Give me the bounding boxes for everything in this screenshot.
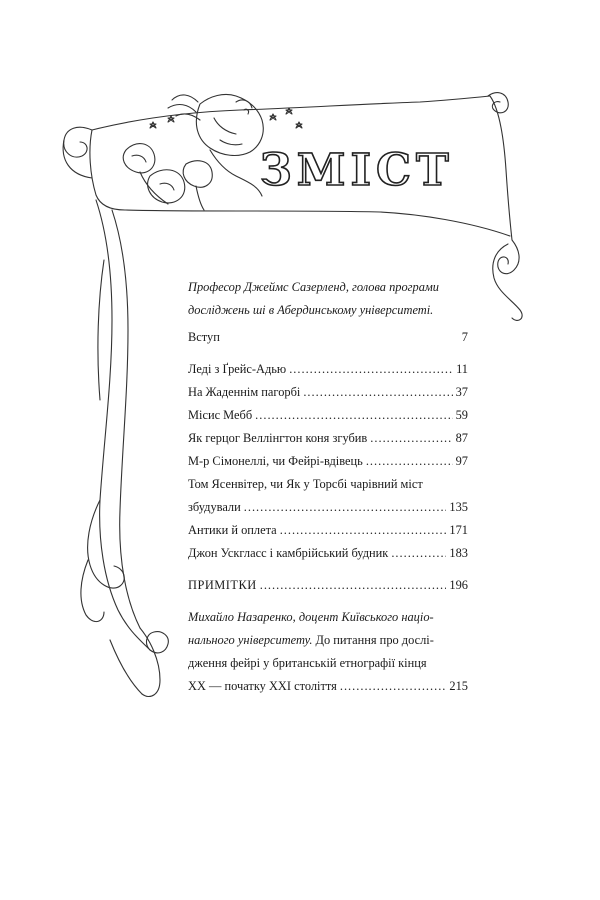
leader-dots (340, 675, 447, 698)
toc-entry-title[interactable]: Том Ясенвітер, чи Як у Торсбі чарівний міст (188, 477, 423, 491)
leader-dots (244, 496, 447, 519)
toc-entry-page: 135 (449, 500, 468, 514)
toc-entry[interactable] (188, 326, 468, 349)
leader-dots (289, 358, 453, 381)
leader-dots (391, 542, 446, 565)
toc-entry[interactable] (188, 381, 468, 404)
toc-entry-page: 7 (461, 330, 468, 344)
scroll-right-curl (488, 93, 508, 113)
toc-entry-title-cont: збудували (188, 500, 241, 514)
owl-drawing (196, 94, 263, 155)
page-title: ЗМІСТ (260, 145, 454, 196)
leader-dots (370, 427, 452, 450)
toc-entry[interactable] (188, 519, 468, 542)
toc-entry[interactable] (188, 542, 468, 565)
intro-line: Професор Джеймс Сазерленд, голова програми (188, 280, 439, 294)
intro-author (188, 276, 468, 322)
toc-entry-afterword[interactable] (188, 606, 468, 698)
scroll-left-curl (64, 127, 92, 157)
afterword-title: До питання про дослі- (312, 633, 434, 647)
leader-dots (280, 519, 447, 542)
toc-entry-title: Леді з Ґрейс-Адью (188, 362, 287, 376)
leader-dots (303, 381, 452, 404)
afterword-author-cont: нального університету. (188, 633, 313, 647)
toc-entry-page: 97 (455, 454, 468, 468)
toc-entry-page: 59 (455, 408, 468, 422)
table-of-contents (188, 276, 468, 698)
toc-entry-title: М-р Сімонеллі, чи Фейрі-вдівець (188, 454, 363, 468)
toc-entry-title: Місис Мебб (188, 408, 253, 422)
toc-entry-title: Джон Ускгласс і камбрійський будник (188, 546, 389, 560)
toc-entry-page: 37 (455, 385, 468, 399)
toc-entry-page: 215 (449, 679, 468, 693)
afterword-last-line (188, 675, 468, 698)
afterword-author: Михайло Назаренко, доцент Київського націо- (188, 610, 434, 624)
leader-dots (260, 574, 447, 597)
toc-entry-title: На Жаденнім пагорбі (188, 385, 301, 399)
toc-entry-title: Вступ (188, 330, 220, 344)
afterword-title-cont: дження фейрі у британській етнографії кінця (188, 656, 427, 670)
leader-dots (366, 450, 453, 473)
toc-entry-page: 87 (455, 431, 468, 445)
toc-entry-title: Антики й оплета (188, 523, 277, 537)
toc-entry[interactable] (188, 404, 468, 427)
toc-entry[interactable] (188, 450, 468, 473)
toc-entry-page: 183 (449, 546, 468, 560)
afterword-title-end: XX — початку XXI століття (188, 679, 337, 693)
toc-entry-title: ПРИМІТКИ (188, 578, 257, 592)
flower-drawings (123, 144, 155, 173)
toc-entry-page: 171 (449, 523, 468, 537)
toc-entry[interactable] (188, 427, 468, 450)
leader-dots (255, 404, 452, 427)
toc-entry-page: 11 (456, 362, 468, 376)
toc-entry-notes[interactable] (188, 574, 468, 597)
intro-line: досліджень ші в Абердинському університеті. (188, 303, 434, 317)
toc-entry[interactable] (188, 496, 468, 519)
toc-entry[interactable] (188, 358, 468, 381)
toc-entry-title: Як герцог Веллінгтон коня згубив (188, 431, 368, 445)
toc-entry-page: 196 (449, 578, 468, 592)
